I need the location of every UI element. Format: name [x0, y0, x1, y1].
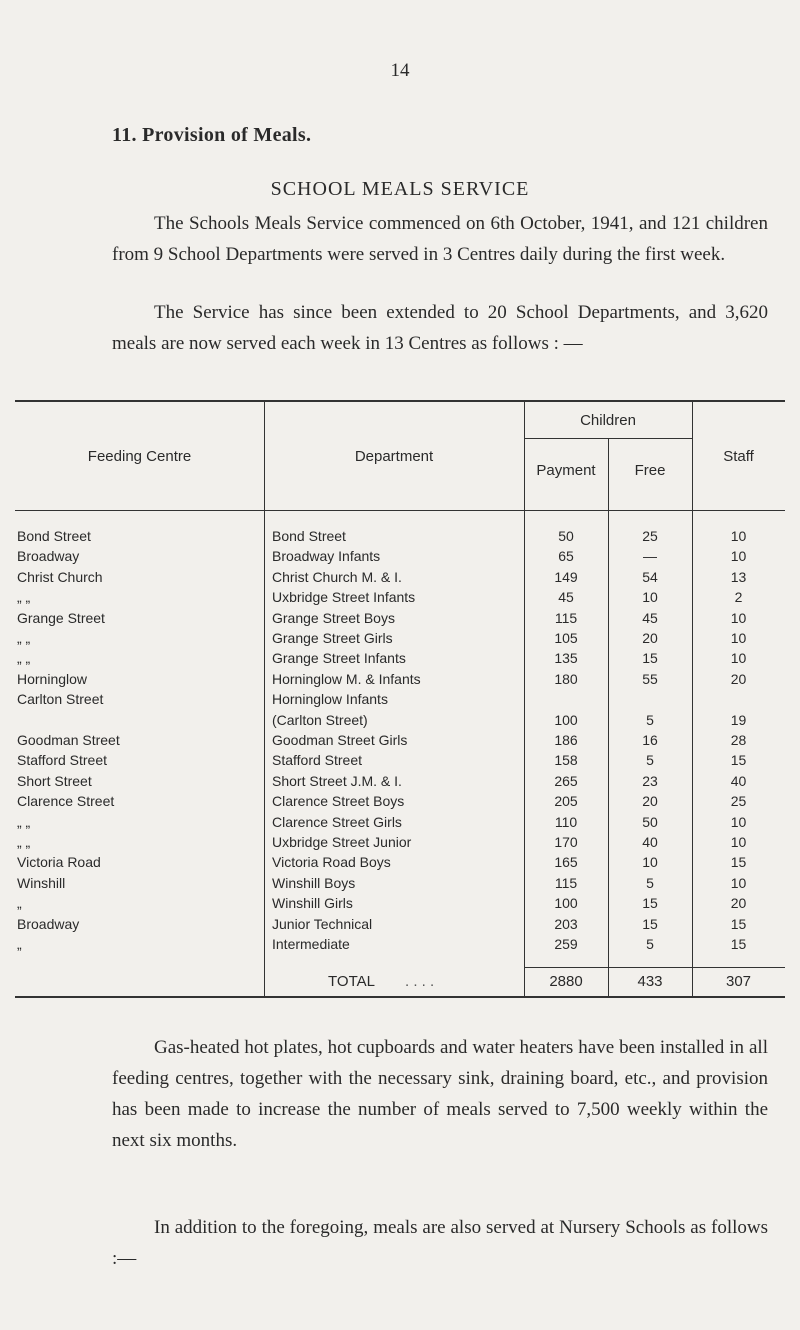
row-free: 23 [642, 772, 658, 789]
row-staff: 10 [730, 834, 747, 850]
row-department: Stafford Street [272, 752, 363, 769]
row-department: Broadway Infants [272, 548, 381, 565]
row-department: Uxbridge Street Infants [272, 589, 416, 606]
row-centre: „ [17, 936, 22, 952]
header-bottom-rule [15, 510, 785, 511]
row-centre: Christ Church [17, 568, 103, 585]
row-free: 5 [646, 711, 654, 728]
row-staff: 20 [730, 895, 747, 912]
extension-paragraph [112, 297, 768, 359]
children-sub-rule [524, 438, 692, 439]
row-payment: 115 [554, 609, 578, 626]
row-staff: 2 [734, 589, 743, 606]
row-centre: Bond Street [17, 528, 91, 544]
row-payment: 135 [554, 650, 578, 667]
total-free: 433 [637, 973, 663, 990]
row-department: Grange Street Boys [272, 609, 395, 626]
row-free: 45 [642, 609, 658, 626]
row-centre: Winshill [17, 874, 66, 891]
row-free: 5 [646, 752, 654, 769]
row-payment: 100 [554, 895, 578, 912]
row-payment: 158 [554, 752, 578, 769]
row-centre: Horninglow [17, 670, 88, 687]
row-centre: Stafford Street [17, 752, 108, 769]
total-row [275, 973, 517, 990]
row-centre: Broadway [17, 915, 80, 932]
row-department: Junior Technical [272, 915, 373, 932]
row-free: 15 [642, 895, 658, 912]
row-free: 10 [642, 589, 658, 606]
row-centre: „ „ [17, 650, 31, 667]
row-payment: 110 [554, 813, 578, 830]
row-free: 40 [642, 834, 658, 850]
header-staff: Staff [723, 448, 754, 465]
row-payment: 115 [554, 874, 578, 891]
row-staff: 10 [730, 650, 747, 667]
row-staff: 15 [730, 936, 747, 952]
intro-paragraph-text: The Schools Meals Service commenced on 6th October, 1941, and 121 children from 9 School Departments were served in 3 Centres daily during the first week. [112, 213, 768, 265]
row-department: Horninglow M. & Infants [272, 670, 421, 687]
row-payment: 45 [558, 589, 574, 606]
row-free: 5 [646, 874, 654, 891]
header-free: Free [634, 462, 666, 479]
page-number: 14 [390, 60, 410, 81]
row-payment: 165 [554, 854, 578, 871]
row-staff: 10 [730, 548, 747, 565]
row-department: Winshill Girls [272, 895, 353, 912]
row-payment: 180 [554, 670, 578, 687]
total-staff: 307 [725, 973, 752, 990]
row-staff: 19 [730, 711, 747, 728]
row-staff: 15 [730, 854, 747, 871]
row-free: 20 [642, 630, 658, 646]
section-heading: 11. Provision of Meals. [112, 124, 312, 146]
row-department: Grange Street Girls [272, 630, 393, 646]
row-department: Christ Church M. & I. [272, 568, 402, 585]
row-free: — [643, 548, 657, 565]
header-payment: Payment [536, 462, 596, 479]
table-top-rule [15, 400, 785, 402]
row-staff: 10 [730, 813, 747, 830]
equipment-paragraph [112, 1032, 768, 1156]
header-children: Children [580, 412, 636, 429]
row-staff: 13 [730, 568, 747, 585]
row-department: Grange Street Infants [272, 650, 406, 667]
row-centre: Grange Street [17, 609, 105, 626]
row-free: 20 [642, 793, 658, 810]
row-payment: 170 [554, 834, 578, 850]
row-staff: 40 [730, 772, 747, 789]
row-free: 15 [642, 650, 658, 667]
row-department: Horninglow Infants [272, 691, 388, 708]
row-staff: 20 [730, 670, 747, 687]
feeding-centres-table [15, 400, 785, 998]
row-department: Clarence Street Girls [272, 813, 402, 830]
row-free: 55 [642, 670, 658, 687]
row-centre: „ „ [17, 589, 31, 606]
row-staff: 10 [730, 874, 747, 891]
row-department: Uxbridge Street Junior [272, 834, 412, 850]
row-free: 5 [646, 936, 654, 952]
total-payment: 2880 [549, 973, 583, 990]
equipment-paragraph-text: Gas-heated hot plates, hot cupboards and water heaters have been installed in all feeding centres, together with the necessary sink, draining board, etc., and provision has been made to increase the number of meals served to 7,500 weekly within the next six months. [112, 1037, 768, 1151]
row-payment: 65 [558, 548, 574, 565]
row-free: 25 [642, 528, 658, 544]
row-staff: 10 [730, 630, 747, 646]
nursery-paragraph [112, 1212, 768, 1274]
row-centre: „ „ [17, 630, 31, 646]
row-centre: „ [17, 895, 22, 912]
row-centre: „ „ [17, 813, 31, 830]
row-free: 54 [642, 568, 658, 585]
row-department: (Carlton Street) [272, 711, 368, 728]
row-centre: Victoria Road [17, 854, 101, 871]
total-leader-dots: . . . . [405, 973, 435, 990]
row-payment: 203 [554, 915, 578, 932]
row-payment: 205 [554, 793, 578, 810]
row-staff: 25 [730, 793, 747, 810]
extension-paragraph-text: The Service has since been extended to 20 School Departments, and 3,620 meals are now served each week in 13 Centres as follows : — [112, 302, 768, 354]
row-department: Winshill Boys [272, 874, 356, 891]
row-department: Short Street J.M. & I. [272, 772, 402, 789]
row-staff: 28 [730, 732, 747, 748]
row-free: 50 [642, 813, 658, 830]
row-payment: 100 [554, 711, 578, 728]
row-staff: 10 [730, 528, 747, 544]
row-department: Intermediate [272, 936, 350, 952]
row-payment: 50 [558, 528, 574, 544]
row-free: 10 [642, 854, 658, 871]
row-department: Victoria Road Boys [272, 854, 391, 871]
row-free: 15 [642, 915, 658, 932]
row-department: Clarence Street Boys [272, 793, 405, 810]
row-centre: Goodman Street [17, 732, 120, 748]
intro-paragraph [112, 208, 768, 270]
nursery-paragraph-text: In addition to the foregoing, meals are also served at Nursery Schools as follows :— [112, 1217, 768, 1269]
row-payment: 186 [554, 732, 578, 748]
row-staff: 15 [730, 915, 747, 932]
row-free: 16 [642, 732, 658, 748]
total-label: TOTAL [328, 973, 375, 990]
column-divider [264, 400, 265, 996]
row-centre: Short Street [17, 772, 92, 789]
row-payment: 265 [554, 772, 578, 789]
row-centre: „ „ [17, 834, 31, 850]
total-top-rule [524, 967, 785, 968]
row-staff: 15 [730, 752, 747, 769]
row-staff: 10 [730, 609, 747, 626]
row-department: Bond Street [272, 528, 346, 544]
row-centre: Clarence Street [17, 793, 115, 810]
row-payment: 105 [554, 630, 578, 646]
row-payment: 149 [554, 568, 578, 585]
table-bottom-rule [15, 996, 785, 998]
row-department: Goodman Street Girls [272, 732, 408, 748]
header-department: Department [354, 448, 434, 465]
row-payment: 259 [554, 936, 578, 952]
service-title: SCHOOL MEALS SERVICE [270, 178, 530, 200]
header-feeding-centre: Feeding Centre [87, 448, 192, 465]
row-centre: Carlton Street [17, 691, 104, 708]
row-centre: Broadway [17, 548, 80, 565]
